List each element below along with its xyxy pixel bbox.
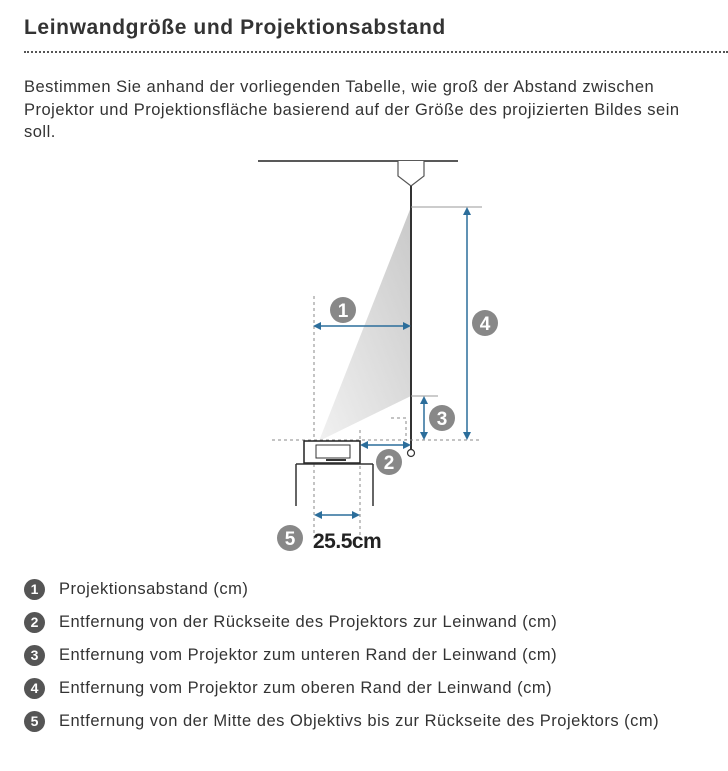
legend-number-icon: 1 — [24, 579, 45, 600]
svg-text:1: 1 — [337, 301, 349, 322]
callout-1 — [330, 297, 356, 323]
svg-text:4: 4 — [479, 314, 491, 335]
legend-text: Entfernung von der Mitte des Objektivs bis zur Rückseite des Projektors (cm) — [59, 712, 660, 730]
legend-number-icon: 5 — [24, 711, 45, 732]
legend-text: Projektionsabstand (cm) — [59, 580, 249, 598]
legend-item — [24, 677, 714, 700]
dimension-label: 25.5cm — [313, 530, 382, 553]
legend-item — [24, 710, 714, 733]
callout-4 — [472, 310, 498, 336]
legend-item — [24, 611, 714, 634]
legend-number-icon: 3 — [24, 645, 45, 666]
callout-3 — [429, 405, 455, 431]
legend-list — [24, 578, 714, 743]
legend-item — [24, 644, 714, 667]
legend-text: Entfernung von der Rückseite des Projektors zur Leinwand (cm) — [59, 613, 558, 631]
legend-number-icon: 4 — [24, 678, 45, 699]
callout-5 — [277, 525, 303, 551]
svg-text:5: 5 — [284, 529, 296, 550]
intro-paragraph: Bestimmen Sie anhand der vorliegenden Tabelle, wie groß der Abstand zwischen Projektor und Projektionsfläche basierend auf der Größe des projizierten Bildes sein soll. — [24, 78, 680, 141]
legend-text: Entfernung vom Projektor zum unteren Rand der Leinwand (cm) — [59, 646, 558, 664]
projection-beam — [319, 207, 411, 441]
screen-bottom-hook — [408, 450, 415, 457]
corner-marker — [391, 418, 406, 440]
legend-item — [24, 578, 714, 601]
screen-mount — [398, 161, 424, 186]
projector-lens — [316, 445, 350, 458]
svg-text:3: 3 — [436, 409, 448, 430]
legend-text: Entfernung vom Projektor zum oberen Rand der Leinwand (cm) — [59, 679, 553, 697]
legend-number-icon: 2 — [24, 612, 45, 633]
callout-2 — [376, 449, 402, 475]
section-title: Leinwandgröße und Projektionsabstand — [24, 16, 446, 39]
svg-text:2: 2 — [383, 453, 395, 474]
